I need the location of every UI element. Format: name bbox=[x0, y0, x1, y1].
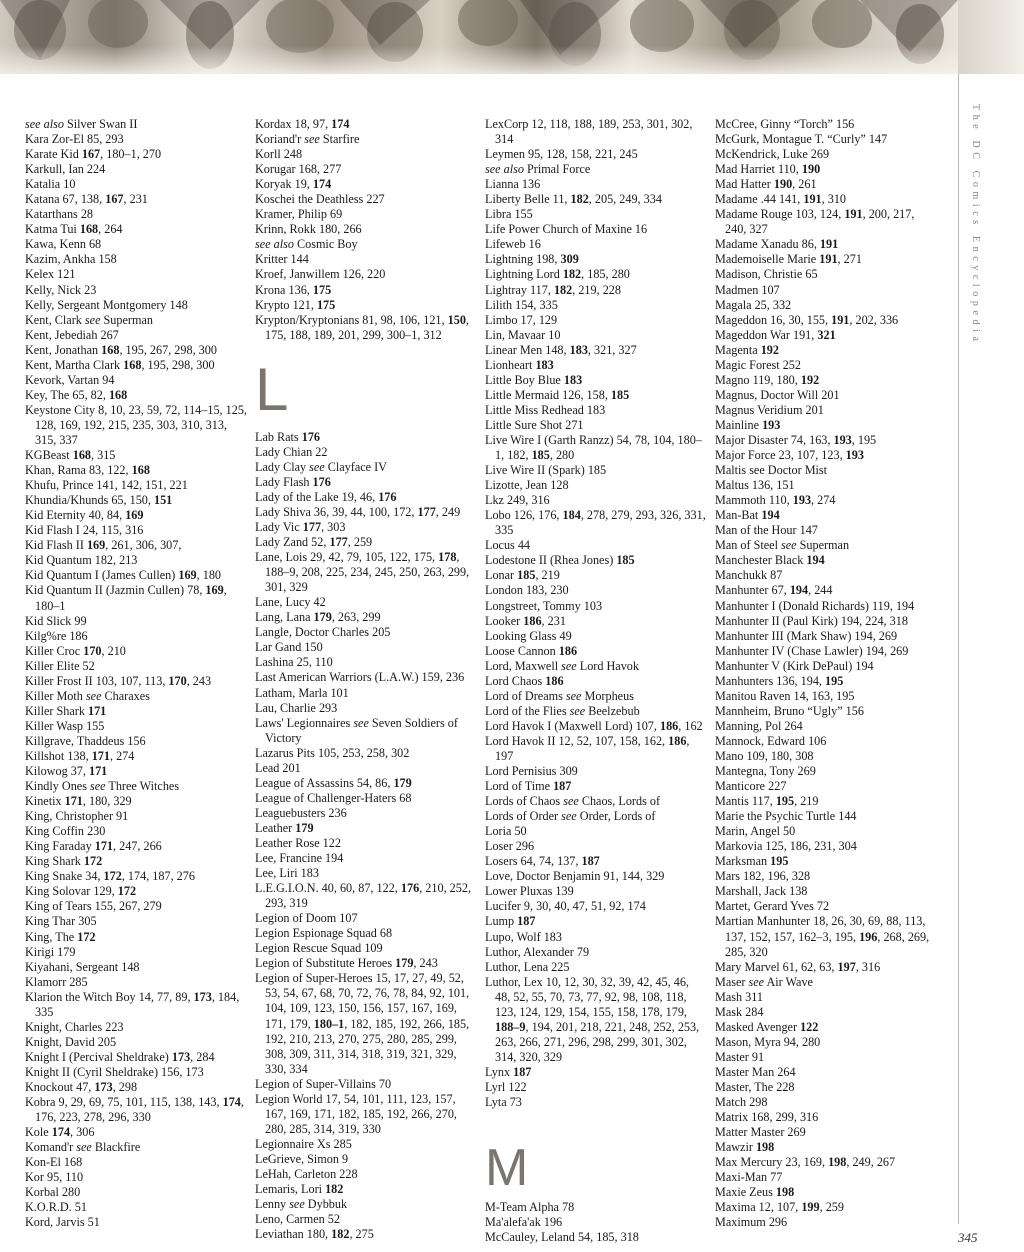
index-entry: Lump 187 bbox=[485, 914, 536, 929]
index-entry: Looking Glass 49 bbox=[485, 628, 572, 643]
index-entry: Killer Frost II 103, 107, 113, 170, 243 bbox=[25, 673, 212, 688]
index-entry: King Solovar 129, 172 bbox=[25, 884, 137, 899]
running-side-title: The DC Comics Encyclopedia bbox=[970, 104, 981, 346]
index-entry: Maxi-Man 77 bbox=[715, 1170, 783, 1185]
index-entry: Manchukk 87 bbox=[715, 568, 783, 583]
index-entry: Mason, Myra 94, 280 bbox=[715, 1034, 821, 1049]
index-entry: Kawa, Kenn 68 bbox=[25, 237, 102, 252]
index-entry: Killshot 138, 171, 274 bbox=[25, 748, 135, 763]
index-entry: Max Mercury 23, 169, 198, 249, 267 bbox=[715, 1155, 896, 1170]
index-entry: Lemaris, Lori 182 bbox=[255, 1182, 344, 1197]
index-entry: Magnus Veridium 201 bbox=[715, 402, 824, 417]
comic-art-banner bbox=[0, 0, 958, 74]
index-entry: Legionnaire Xs 285 bbox=[255, 1136, 352, 1151]
index-entry: Kent, Martha Clark 168, 195, 298, 300 bbox=[25, 357, 215, 372]
index-entry: Lilith 154, 335 bbox=[485, 297, 558, 312]
index-entry: Koriand'r see Starfire bbox=[255, 132, 360, 147]
index-entry: Kent, Jebediah 267 bbox=[25, 327, 119, 342]
index-entry: Kid Quantum II (Jazmin Cullen) 78, 169, 180–1 bbox=[25, 583, 227, 613]
index-entry: Kent, Jonathan 168, 195, 267, 298, 300 bbox=[25, 342, 217, 357]
index-entry: Master Man 264 bbox=[715, 1064, 796, 1079]
index-entry: Madame Rouge 103, 124, 191, 200, 217, 240, 327 bbox=[715, 207, 915, 237]
index-entry: Langle, Doctor Charles 205 bbox=[255, 625, 391, 640]
index-entry: Looker 186, 231 bbox=[485, 613, 566, 628]
index-entry: Kid Quantum 182, 213 bbox=[25, 553, 138, 568]
index-entry: Leather 179 bbox=[255, 820, 314, 835]
index-entry: Libra 155 bbox=[485, 207, 533, 222]
index-entry: Madame .44 141, 191, 310 bbox=[715, 192, 846, 207]
section-letter: M bbox=[485, 1139, 530, 1198]
index-entry: Kelly, Nick 23 bbox=[25, 282, 97, 297]
index-entry: Mageddon 16, 30, 155, 191, 202, 336 bbox=[715, 312, 899, 327]
index-entry: Lar Gand 150 bbox=[255, 640, 323, 655]
index-entry: Lord of Time 187 bbox=[485, 779, 572, 794]
index-entry: Match 298 bbox=[715, 1095, 768, 1110]
index-entry: King Thar 305 bbox=[25, 914, 97, 929]
index-entry: Katarthans 28 bbox=[25, 207, 94, 222]
index-entry: King of Tears 155, 267, 279 bbox=[25, 899, 162, 914]
index-entry: Lord Chaos 186 bbox=[485, 673, 564, 688]
index-entry: Kara Zor-El 85, 293 bbox=[25, 132, 124, 147]
index-entry: Mad Harriet 110, 190 bbox=[715, 162, 821, 177]
index-entry: Maxima 12, 107, 199, 259 bbox=[715, 1200, 844, 1215]
index-entry: Leaguebusters 236 bbox=[255, 805, 347, 820]
index-entry: Little Mermaid 126, 158, 185 bbox=[485, 387, 630, 402]
index-entry: Linear Men 148, 183, 321, 327 bbox=[485, 342, 637, 357]
index-entry: Mask 284 bbox=[715, 1004, 764, 1019]
index-entry: Knight, David 205 bbox=[25, 1034, 117, 1049]
index-entry: Khufu, Prince 141, 142, 151, 221 bbox=[25, 478, 188, 493]
index-entry: Kid Slick 99 bbox=[25, 613, 87, 628]
index-entry: London 183, 230 bbox=[485, 583, 569, 598]
index-entry: Kroef, Janwillem 126, 220 bbox=[255, 267, 386, 282]
index-entry: Madison, Christie 65 bbox=[715, 267, 818, 282]
index-entry: Kon-El 168 bbox=[25, 1155, 83, 1170]
index-entry: Lupo, Wolf 183 bbox=[485, 929, 562, 944]
index-entry: Mary Marvel 61, 62, 63, 197, 316 bbox=[715, 959, 881, 974]
index-entry: Kid Flash II 169, 261, 306, 307, bbox=[25, 538, 182, 553]
index-entry: Kilg%re 186 bbox=[25, 628, 88, 643]
index-entry: Maltis see Doctor Mist bbox=[715, 463, 828, 478]
index-entry: Khan, Rama 83, 122, 168 bbox=[25, 463, 150, 478]
index-entry: Knight I (Percival Sheldrake) 173, 284 bbox=[25, 1049, 215, 1064]
index-entry: Lady Zand 52, 177, 259 bbox=[255, 535, 373, 550]
index-entry: Karkull, Ian 224 bbox=[25, 162, 106, 177]
index-entry: Leviathan 180, 182, 275 bbox=[255, 1227, 374, 1242]
index-entry: Limbo 17, 129 bbox=[485, 312, 558, 327]
index-entry: Longstreet, Tommy 103 bbox=[485, 598, 603, 613]
index-entry: Live Wire I (Garth Ranzz) 54, 78, 104, 180–1, 182, 185, 280 bbox=[485, 432, 702, 463]
index-entry: Kid Quantum I (James Cullen) 169, 180 bbox=[25, 568, 221, 583]
index-entry: M-Team Alpha 78 bbox=[485, 1200, 575, 1215]
index-entry: Lady of the Lake 19, 46, 176 bbox=[255, 489, 397, 504]
index-entry: Master 91 bbox=[715, 1049, 765, 1064]
index-entry: Ma'alefa'ak 196 bbox=[485, 1215, 563, 1230]
index-entry: League of Challenger-Haters 68 bbox=[255, 790, 412, 805]
index-entry: Mantis 117, 195, 219 bbox=[715, 794, 819, 809]
index-entry: Matter Master 269 bbox=[715, 1125, 806, 1140]
index-entry: Katana 67, 138, 167, 231 bbox=[25, 192, 148, 207]
index-entry: Lynx 187 bbox=[485, 1064, 532, 1079]
index-entry: Loose Cannon 186 bbox=[485, 643, 578, 658]
index-entry: Locus 44 bbox=[485, 538, 531, 553]
index-entry: Mash 311 bbox=[715, 989, 763, 1004]
index-entry: Madmen 107 bbox=[715, 282, 780, 297]
index-entry: Marie the Psychic Turtle 144 bbox=[715, 809, 857, 824]
index-entry: Markovia 125, 186, 231, 304 bbox=[715, 839, 857, 854]
index-entry: Lau, Charlie 293 bbox=[255, 700, 338, 715]
index-entry: Lyta 73 bbox=[485, 1095, 522, 1110]
index-entry: Kor 95, 110 bbox=[25, 1170, 84, 1185]
banner-fade bbox=[958, 0, 1024, 74]
index-entry: Knight, Charles 223 bbox=[25, 1019, 124, 1034]
index-entry: Kazim, Ankha 158 bbox=[25, 252, 117, 267]
index-entry: Loria 50 bbox=[485, 824, 527, 839]
index-entry: Mawzir 198 bbox=[715, 1140, 775, 1155]
index-entry: Legion of Super-Heroes 15, 17, 27, 49, 52, 53, 54, 67, 68, 70, 72, 76, 78, 84, 92, 101, 104, 109, 123, 150, 156, 157, 167, 169, 171, 179, 180–1, 182, 185, 192, 266, 185, 192, 210, 213, 270, 275, 280, 285, 299, 308, 309, 311, 314, 318, 319, 321, 329, 330, 334 bbox=[255, 971, 470, 1076]
index-entry: Killgrave, Thaddeus 156 bbox=[25, 733, 146, 748]
index-entry: Man of the Hour 147 bbox=[715, 523, 818, 538]
index-entry: Maltus 136, 151 bbox=[715, 478, 795, 493]
index-entry: Manhunter III (Mark Shaw) 194, 269 bbox=[715, 628, 898, 643]
index-entry: Laws' Legionnaires see Seven Soldiers of Victory bbox=[255, 715, 458, 745]
index-entry: Last American Warriors (L.A.W.) 159, 236 bbox=[255, 670, 465, 685]
index-entry: Lionheart 183 bbox=[485, 357, 554, 372]
index-entry: Kramer, Philip 69 bbox=[255, 207, 343, 222]
index-entry: Lane, Lucy 42 bbox=[255, 595, 326, 610]
index-entry: K.O.R.D. 51 bbox=[25, 1200, 87, 1215]
index-entry: Kiyahani, Sergeant 148 bbox=[25, 959, 140, 974]
index-entry: King, The 172 bbox=[25, 929, 96, 944]
index-entry: Magenta 192 bbox=[715, 342, 779, 357]
index-entry: Man-Bat 194 bbox=[715, 508, 780, 523]
index-entry: Kevork, Vartan 94 bbox=[25, 372, 115, 387]
index-entry: Kobra 9, 29, 69, 75, 101, 115, 138, 143, 174, 176, 223, 278, 296, 330 bbox=[25, 1095, 244, 1125]
index-entry: Man of Steel see Superman bbox=[715, 538, 850, 553]
index-entry: see also Primal Force bbox=[485, 162, 591, 177]
index-entry: Lee, Liri 183 bbox=[255, 866, 319, 881]
index-entry: Killer Moth see Charaxes bbox=[25, 688, 150, 703]
index-entry: see also Silver Swan II bbox=[25, 117, 138, 131]
index-entry: Killer Croc 170, 210 bbox=[25, 643, 126, 658]
index-entry: Lin, Mavaar 10 bbox=[485, 327, 561, 342]
index-entry: Life Power Church of Maxine 16 bbox=[485, 222, 648, 237]
index-entry: Lady Vic 177, 303 bbox=[255, 519, 346, 534]
index-entry: Martian Manhunter 18, 26, 30, 69, 88, 113, 137, 152, 157, 162–3, 195, 196, 268, 269, 285, 320 bbox=[715, 914, 930, 959]
index-entry: Knight II (Cyril Sheldrake) 156, 173 bbox=[25, 1064, 204, 1079]
index-entry: Kirigi 179 bbox=[25, 944, 76, 959]
index-entry: Lords of Order see Order, Lords of bbox=[485, 809, 656, 824]
index-entry: Lightning Lord 182, 185, 280 bbox=[485, 267, 630, 282]
index-entry: Manticore 227 bbox=[715, 779, 787, 794]
section-letter: L bbox=[255, 355, 290, 423]
index-entry: Legion of Substitute Heroes 179, 243 bbox=[255, 956, 438, 971]
index-entry: Koschei the Deathless 227 bbox=[255, 192, 385, 207]
index-entry: Manhunter I (Donald Richards) 119, 194 bbox=[715, 598, 915, 613]
index-entry: Luthor, Alexander 79 bbox=[485, 944, 590, 959]
index-entry: Kent, Clark see Superman bbox=[25, 312, 153, 327]
index-entry: Lodestone II (Rhea Jones) 185 bbox=[485, 553, 635, 568]
index-entry: Maximum 296 bbox=[715, 1215, 788, 1230]
index-entry: Lords of Chaos see Chaos, Lords of bbox=[485, 794, 661, 809]
index-entry: Kelly, Sergeant Montgomery 148 bbox=[25, 297, 188, 312]
index-entry: Lazarus Pits 105, 253, 258, 302 bbox=[255, 745, 410, 760]
index-entry: Kid Flash I 24, 115, 316 bbox=[25, 523, 144, 538]
index-entry: Kid Eternity 40, 84, 169 bbox=[25, 508, 144, 523]
index-entry: Little Boy Blue 183 bbox=[485, 372, 583, 387]
index-entry: Mano 109, 180, 308 bbox=[715, 748, 814, 763]
index-entry: Magic Forest 252 bbox=[715, 357, 801, 372]
index-entry: McCree, Ginny “Torch” 156 bbox=[715, 117, 855, 131]
index-entry: Lead 201 bbox=[255, 760, 301, 775]
index-entry: McGurk, Montague T. “Curly” 147 bbox=[715, 132, 888, 147]
index-entry: Manhunter II (Paul Kirk) 194, 224, 318 bbox=[715, 613, 908, 628]
index-entry: Lifeweb 16 bbox=[485, 237, 541, 252]
index-entry: Lee, Francine 194 bbox=[255, 851, 344, 866]
index-entry: King Shark 172 bbox=[25, 854, 103, 869]
index-entry: Lucifer 9, 30, 40, 47, 51, 92, 174 bbox=[485, 899, 646, 914]
index-entry: Legion of Doom 107 bbox=[255, 911, 358, 926]
index-entry: Little Miss Redhead 183 bbox=[485, 402, 606, 417]
index-entry: LexCorp 12, 118, 188, 189, 253, 301, 302, 314 bbox=[485, 117, 693, 147]
index-entry: Lord of the Flies see Beelzebub bbox=[485, 703, 640, 718]
index-entry: Madame Xanadu 86, 191 bbox=[715, 237, 839, 252]
index-entry: Killer Wasp 155 bbox=[25, 718, 105, 733]
index-entry: Koryak 19, 174 bbox=[255, 177, 332, 192]
index-entry: Losers 64, 74, 137, 187 bbox=[485, 854, 600, 869]
index-entry: Mad Hatter 190, 261 bbox=[715, 177, 817, 192]
index-entry: KGBeast 168, 315 bbox=[25, 448, 116, 463]
index-entry: Leymen 95, 128, 158, 221, 245 bbox=[485, 147, 638, 162]
index-entry: Lizotte, Jean 128 bbox=[485, 478, 569, 493]
index-entry: King, Christopher 91 bbox=[25, 809, 129, 824]
index-entry: Mademoiselle Marie 191, 271 bbox=[715, 252, 862, 267]
margin-rule bbox=[958, 74, 959, 1224]
index-entry: Maser see Air Wave bbox=[715, 974, 813, 989]
index-entry: Korbal 280 bbox=[25, 1185, 81, 1200]
index-entry: Mannock, Edward 106 bbox=[715, 733, 827, 748]
index-entry: Kole 174, 306 bbox=[25, 1125, 95, 1140]
index-entry: McCauley, Leland 54, 185, 318 bbox=[485, 1230, 639, 1245]
index-entry: Manhunter V (Kirk DePaul) 194 bbox=[715, 658, 874, 673]
index-entry: Krinn, Rokk 180, 266 bbox=[255, 222, 362, 237]
index-entry: Loser 296 bbox=[485, 839, 535, 854]
index-entry: Matrix 168, 299, 316 bbox=[715, 1110, 819, 1125]
index-entry: Lonar 185, 219 bbox=[485, 568, 560, 583]
index-entry: Lianna 136 bbox=[485, 177, 541, 192]
index-entry: Keystone City 8, 10, 23, 59, 72, 114–15, 125, 128, 169, 192, 215, 235, 303, 310, 313, 315, 337 bbox=[25, 402, 247, 447]
index-entry: King Coffin 230 bbox=[25, 824, 106, 839]
index-entry: Kord, Jarvis 51 bbox=[25, 1215, 100, 1230]
index-entry: Marksman 195 bbox=[715, 854, 789, 869]
index-entry: Kinetix 171, 180, 329 bbox=[25, 794, 132, 809]
index-entry: Komand'r see Blackfire bbox=[25, 1140, 141, 1155]
index-entry: Legion World 17, 54, 101, 111, 123, 157, 167, 169, 171, 182, 185, 192, 266, 270, 280, 285, 314, 319, 330 bbox=[255, 1091, 457, 1136]
index-entry: Marshall, Jack 138 bbox=[715, 884, 808, 899]
index-entry: Mantegna, Tony 269 bbox=[715, 764, 816, 779]
index-entry: Kindly Ones see Three Witches bbox=[25, 779, 180, 794]
index-entry: Lady Clay see Clayface IV bbox=[255, 459, 387, 474]
index-entry: Krypton/Kryptonians 81, 98, 106, 121, 150, 175, 188, 189, 201, 299, 300–1, 312 bbox=[255, 312, 469, 342]
index-entry: Legion of Super-Villains 70 bbox=[255, 1076, 392, 1091]
index-entry: King Faraday 171, 247, 266 bbox=[25, 839, 162, 854]
index-entry: Legion Rescue Squad 109 bbox=[255, 941, 383, 956]
index-entry: Leno, Carmen 52 bbox=[255, 1212, 340, 1227]
index-entry: Lord Havok II 12, 52, 107, 158, 162, 186, 197 bbox=[485, 733, 690, 763]
index-entry: Krypto 121, 175 bbox=[255, 297, 336, 312]
index-entry: Key, The 65, 82, 168 bbox=[25, 387, 128, 402]
index-entry: Kordax 18, 97, 174 bbox=[255, 117, 350, 131]
index-entry: Maxie Zeus 198 bbox=[715, 1185, 795, 1200]
index-entry: Lobo 126, 176, 184, 278, 279, 293, 326, 331, 335 bbox=[485, 508, 706, 538]
index-entry: Magno 119, 180, 192 bbox=[715, 372, 820, 387]
index-entry: Lane, Lois 29, 42, 79, 105, 122, 175, 178, 188–9, 208, 225, 234, 245, 250, 263, 299, 301, 329 bbox=[255, 550, 470, 595]
index-entry: Kilowog 37, 171 bbox=[25, 764, 108, 779]
index-entry: Latham, Marla 101 bbox=[255, 685, 349, 700]
index-entry: Klarion the Witch Boy 14, 77, 89, 173, 184, 335 bbox=[25, 989, 240, 1019]
index-entry: Kritter 144 bbox=[255, 252, 309, 267]
index-entry: Lyrl 122 bbox=[485, 1080, 527, 1094]
index-entry: Major Disaster 74, 163, 193, 195 bbox=[715, 432, 877, 447]
index-entry: Lkz 249, 316 bbox=[485, 493, 550, 508]
index-entry: Lord, Maxwell see Lord Havok bbox=[485, 658, 639, 673]
index-entry: Leather Rose 122 bbox=[255, 835, 341, 850]
index-entry: Masked Avenger 122 bbox=[715, 1019, 819, 1034]
index-entry: Lower Pluxas 139 bbox=[485, 884, 574, 899]
index-entry: Lady Flash 176 bbox=[255, 474, 331, 489]
index-entry: Liberty Belle 11, 182, 205, 249, 334 bbox=[485, 192, 662, 207]
index-entry: Mars 182, 196, 328 bbox=[715, 869, 811, 884]
index-entry: Love, Doctor Benjamin 91, 144, 329 bbox=[485, 869, 665, 884]
index-column-2 bbox=[255, 117, 477, 1242]
index-entry: Luthor, Lena 225 bbox=[485, 959, 570, 974]
index-entry: Korugar 168, 277 bbox=[255, 162, 342, 177]
index-entry: Lord Havok I (Maxwell Lord) 107, 186, 162 bbox=[485, 718, 703, 733]
index-entry: Legion Espionage Squad 68 bbox=[255, 926, 393, 941]
index-entry: League of Assassins 54, 86, 179 bbox=[255, 775, 412, 790]
index-entry: Killer Elite 52 bbox=[25, 658, 95, 673]
page-number: 345 bbox=[958, 1230, 978, 1245]
index-entry: Mannheim, Bruno “Ugly” 156 bbox=[715, 703, 864, 718]
index-entry: Lady Shiva 36, 39, 44, 100, 172, 177, 249 bbox=[255, 504, 461, 519]
index-column-3 bbox=[485, 117, 707, 1245]
index-entry: Master, The 228 bbox=[715, 1080, 795, 1094]
index-entry: Mageddon War 191, 321 bbox=[715, 327, 836, 342]
index-entry: Manhunter IV (Chase Lawler) 194, 269 bbox=[715, 643, 909, 658]
index-entry: Magnus, Doctor Will 201 bbox=[715, 387, 840, 402]
index-entry: Manchester Black 194 bbox=[715, 553, 825, 568]
index-entry: King Snake 34, 172, 174, 187, 276 bbox=[25, 869, 195, 884]
index-entry: Major Force 23, 107, 123, 193 bbox=[715, 448, 864, 463]
index-entry: Krona 136, 175 bbox=[255, 282, 332, 297]
index-entry: Khundia/Khunds 65, 150, 151 bbox=[25, 493, 173, 508]
index-entry: Korll 248 bbox=[255, 147, 303, 162]
index-entry: Lashina 25, 110 bbox=[255, 655, 333, 670]
index-entry: Mammoth 110, 193, 274 bbox=[715, 493, 836, 508]
index-entry: McKendrick, Luke 269 bbox=[715, 147, 830, 162]
index-entry: Manning, Pol 264 bbox=[715, 718, 803, 733]
index-entry: see also Cosmic Boy bbox=[255, 237, 358, 252]
index-entry: Karate Kid 167, 180–1, 270 bbox=[25, 147, 162, 162]
index-entry: Lenny see Dybbuk bbox=[255, 1197, 348, 1212]
index-entry: Lightray 117, 182, 219, 228 bbox=[485, 282, 621, 297]
index-entry: Little Sure Shot 271 bbox=[485, 417, 584, 432]
index-entry: Katma Tui 168, 264 bbox=[25, 222, 123, 237]
index-entry: Luthor, Lex 10, 12, 30, 32, 39, 42, 45, 46, 48, 52, 55, 70, 73, 77, 92, 98, 108, 118, 123, 124, 129, 154, 155, 158, 178, 179, 188–9, 194, 201, 218, 221, 248, 252, 253, 263, 266, 271, 296, 298, 299, 301, 302, 314, 320, 329 bbox=[485, 974, 700, 1064]
index-entry: LeHah, Carleton 228 bbox=[255, 1167, 358, 1181]
index-entry: Lord of Dreams see Morpheus bbox=[485, 688, 634, 703]
index-column-4 bbox=[715, 117, 937, 1230]
index-entry: Katalia 10 bbox=[25, 177, 76, 192]
index-entry: Lady Chian 22 bbox=[255, 444, 328, 459]
index-entry: L.E.G.I.O.N. 40, 60, 87, 122, 176, 210, 252, 293, 319 bbox=[255, 881, 471, 911]
index-column-1 bbox=[25, 117, 247, 1230]
index-entry: Klamorr 285 bbox=[25, 974, 88, 989]
index-entry: Manhunters 136, 194, 195 bbox=[715, 673, 844, 688]
index-entry: Mainline 193 bbox=[715, 417, 781, 432]
index-entry: Lab Rats 176 bbox=[255, 429, 320, 444]
index-entry: Manhunter 67, 194, 244 bbox=[715, 583, 833, 598]
index-entry: Kelex 121 bbox=[25, 267, 76, 282]
index-entry: Live Wire II (Spark) 185 bbox=[485, 463, 607, 478]
index-entry: Lang, Lana 179, 263, 299 bbox=[255, 610, 381, 625]
index-entry: Marin, Angel 50 bbox=[715, 824, 796, 839]
index-entry: Magala 25, 332 bbox=[715, 297, 792, 312]
index-entry: LeGrieve, Simon 9 bbox=[255, 1151, 349, 1166]
index-entry: Lightning 198, 309 bbox=[485, 252, 579, 267]
index-entry: Martet, Gerard Yves 72 bbox=[715, 899, 830, 914]
index-entry: Lord Pernisius 309 bbox=[485, 764, 578, 779]
index-entry: Knockout 47, 173, 298 bbox=[25, 1080, 138, 1094]
index-entry: Manitou Raven 14, 163, 195 bbox=[715, 688, 855, 703]
index-entry: Killer Shark 171 bbox=[25, 703, 107, 718]
